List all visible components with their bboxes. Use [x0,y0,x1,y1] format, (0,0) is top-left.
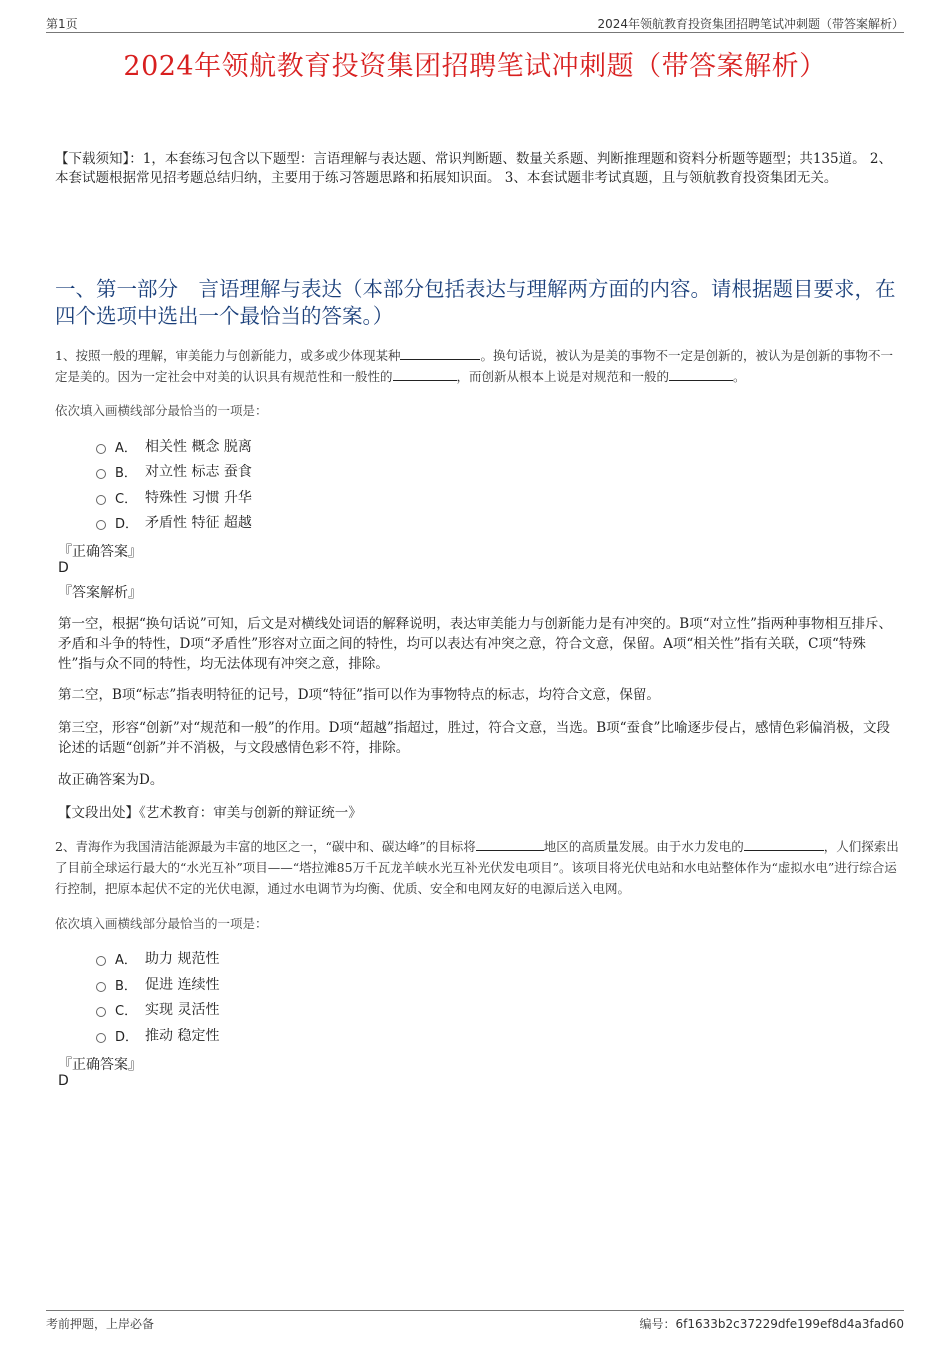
q1-answer-label: 『正确答案』 [58,544,142,560]
q2-text-c: ，人们探索出了目前全球运行最大的“水光互补”项目——“塔拉滩85万千瓦龙羊峡水光互补光伏发电项目”。该项目将光伏电站和水电站整体作为“虚拟水电”进行综合运行控制，把原本起伏不定的光伏电源，通过水电调节为均衡、优质、安全和电网友好的电源后送入电网。 [55,839,899,896]
q2-option-c[interactable] [96,999,219,1019]
q2-answer-value: D [58,1073,69,1089]
option-text: 特殊性 习惯 升华 [145,490,252,506]
q1-analysis-label: 『答案解析』 [58,585,142,601]
question-2-instruction: 依次填入画横线部分最恰当的一项是： [55,916,268,931]
option-letter: C． [115,491,138,507]
fill-blank [476,836,544,851]
page-number: 第1页 [46,17,78,31]
footer-slogan: 考前押题，上岸必备 [46,1317,155,1331]
fill-blank [744,836,824,851]
fill-blank [400,345,480,360]
option-text: 助力 规范性 [145,951,220,967]
option-text: 促进 连续性 [145,977,220,993]
q2-answer-label: 『正确答案』 [58,1057,142,1073]
question-1-stem [55,345,900,387]
radio-icon[interactable] [96,1007,106,1017]
q1-analysis-para-3: 第三空，形容“创新”对“规范和一般”的作用。D项“超越”指超过，胜过，符合文意，当选。B项“蚕食”比喻逐步侵占，感情色彩偏消极，文段论述的话题“创新”并不消极，与文段感情色彩不符，排除。 [58,720,890,756]
q1-source: 【文段出处】《艺术教育：审美与创新的辩证统一》 [58,805,362,821]
section-heading: 一、第一部分 言语理解与表达（本部分包括表达与理解两方面的内容。请根据题目要求，在四个选项中选出一个最恰当的答案。） [55,277,896,328]
page-header [46,14,904,33]
q2-option-b[interactable] [96,974,219,994]
option-text: 矛盾性 特征 超越 [145,515,252,531]
option-text: 推动 稳定性 [145,1028,220,1044]
option-letter: B． [115,978,137,994]
radio-icon[interactable] [96,444,106,454]
radio-icon[interactable] [96,956,106,966]
radio-icon[interactable] [96,520,106,530]
q1-option-a[interactable] [96,436,252,456]
option-text: 相关性 概念 脱离 [145,439,252,455]
page-footer [46,1310,904,1333]
radio-icon[interactable] [96,982,106,992]
q1-text-c: ，而创新从根本上说是对规范和一般的 [456,369,670,384]
option-letter: A． [115,440,137,456]
option-letter: D． [115,516,139,532]
q2-option-a[interactable] [96,948,219,968]
option-letter: D． [115,1029,139,1045]
option-letter: A． [115,952,137,968]
q1-analysis-para-2: 第二空，B项“标志”指表明特征的记号，D项“特征”指可以作为事物特点的标志，均符合文意，保留。 [58,687,660,703]
q1-text-d: 。 [733,369,746,384]
option-text: 对立性 标志 蚕食 [145,464,252,480]
q1-text-a: 1、按照一般的理解，审美能力与创新能力，或多或少体现某种 [55,348,401,363]
question-2-stem [55,836,900,899]
radio-icon[interactable] [96,469,106,479]
page-title: 2024年领航教育投资集团招聘笔试冲刺题（带答案解析） [123,51,827,82]
header-doc-title: 2024年领航教育投资集团招聘笔试冲刺题（带答案解析） [597,17,904,31]
q2-text-b: 地区的高质量发展。由于水力发电的 [543,839,744,854]
option-text: 实现 灵活性 [145,1002,220,1018]
q1-answer-value: D [58,560,69,576]
q1-analysis-para-1: 第一空，根据“换句话说”可知，后文是对横线处词语的解释说明，表达审美能力与创新能力是有冲突的。B项“对立性”指两种事物相互排斥、矛盾和斗争的特性，D项“矛盾性”形容对立面之间的特性，均可以表达有冲突之意，符合文意，保留。A项“相关性”指有关联，C项“特殊性”指与众不同的特性，均无法体现有冲突之意，排除。 [58,616,893,672]
q1-text-b: 。换句话说，被认为是美的事物不一定是创新的，被认为是创新的事物不一定是美的。因为一定社会中对美的认识具有规范性和一般性的 [55,348,893,384]
fill-blank [393,366,457,381]
radio-icon[interactable] [96,1033,106,1043]
option-letter: C． [115,1003,138,1019]
download-notice: 【下载须知】：1，本套练习包含以下题型：言语理解与表达题、常识判断题、数量关系题、判断推理题和资料分析题等题型；共135道。 2、本套试题根据常见招考题总结归纳，主要用于练习答题思路和拓展知识面。 3、本套试题非考试真题，且与领航教育投资集团无关。 [55,151,892,186]
question-1-instruction: 依次填入画横线部分最恰当的一项是： [55,403,268,418]
q2-option-d[interactable] [96,1025,219,1045]
footer-serial: 编号：6f1633b2c37229dfe199ef8d4a3fad60 [639,1317,904,1331]
q1-option-c[interactable] [96,487,252,507]
q2-text-a: 2、青海作为我国清洁能源最为丰富的地区之一，“碳中和、碳达峰”的目标将 [55,839,476,854]
q1-conclusion: 故正确答案为D。 [58,772,164,788]
radio-icon[interactable] [96,495,106,505]
q1-option-d[interactable] [96,512,252,532]
option-letter: B． [115,465,137,481]
fill-blank [669,366,733,381]
q1-option-b[interactable] [96,461,252,481]
